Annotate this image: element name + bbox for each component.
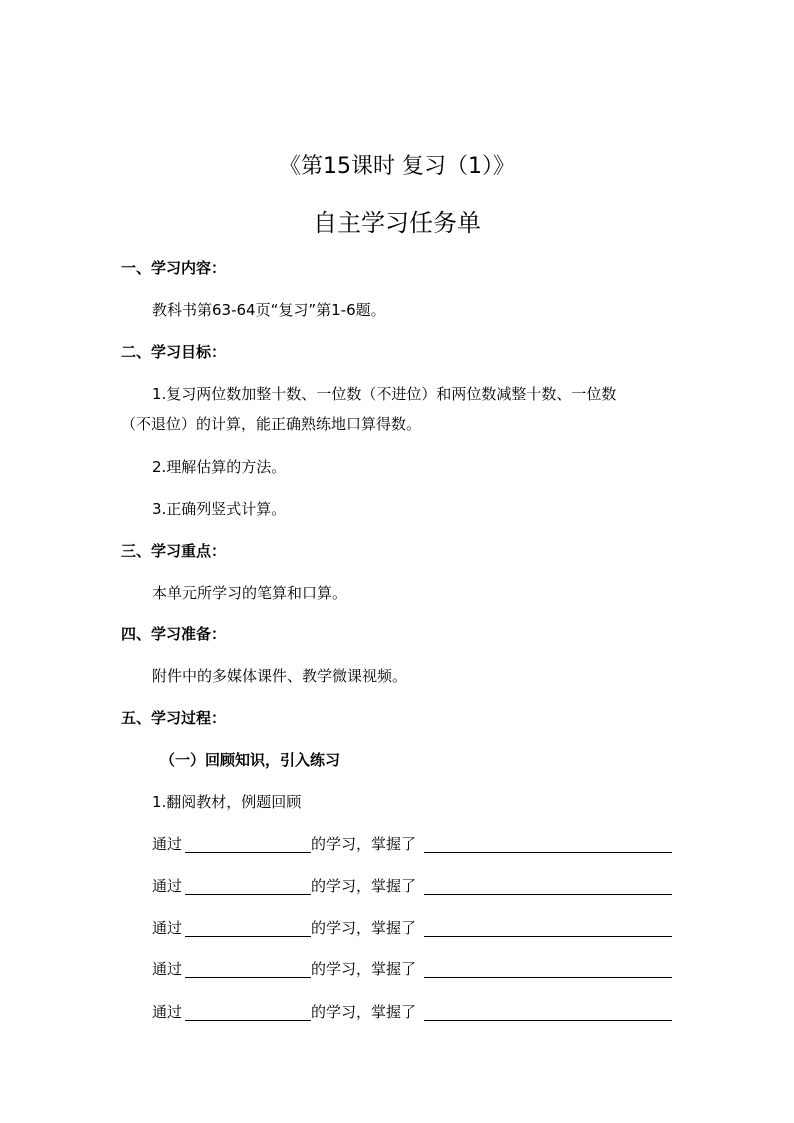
document-title: 《第15课时 复习（1）》: [279, 154, 515, 179]
focus-text: 本单元所学习的笔算和口算。: [152, 584, 348, 602]
section-heading-content: 一、学习内容：: [121, 259, 227, 277]
fill-in-line: [152, 833, 672, 855]
blank-topic[interactable]: [185, 936, 311, 937]
section-heading-focus: 三、学习重点：: [121, 542, 227, 560]
section-heading-prep: 四、学习准备：: [121, 625, 227, 643]
goal-3: 3.正确列竖式计算。: [152, 500, 287, 518]
fill-in-line: [152, 875, 672, 897]
fill-mid: 的学习，掌握了: [311, 835, 417, 853]
fill-prefix: 通过: [152, 835, 183, 853]
goal-1-line-2: （不退位）的计算，能正确熟练地口算得数。: [121, 415, 422, 433]
prep-text: 附件中的多媒体课件、教学微课视频。: [152, 667, 408, 685]
blank-topic[interactable]: [185, 894, 311, 895]
blank-learned[interactable]: [424, 852, 672, 853]
fill-in-line: [152, 1001, 672, 1023]
fill-in-line: [152, 917, 672, 939]
process-step-1: 1.翻阅教材，例题回顾: [152, 793, 302, 811]
section-heading-goals: 二、学习目标：: [121, 343, 227, 361]
blank-learned[interactable]: [424, 977, 672, 978]
fill-in-line: [152, 958, 672, 980]
fill-mid: 的学习，掌握了: [311, 1003, 417, 1021]
fill-prefix: 通过: [152, 1003, 183, 1021]
fill-mid: 的学习，掌握了: [311, 877, 417, 895]
process-subheading-1: （一）回顾知识，引入练习: [160, 751, 341, 769]
fill-prefix: 通过: [152, 960, 183, 978]
fill-prefix: 通过: [152, 919, 183, 937]
content-text: 教科书第63-64页“复习”第1-6题。: [152, 301, 386, 319]
blank-topic[interactable]: [185, 1020, 311, 1021]
blank-topic[interactable]: [185, 977, 311, 978]
fill-prefix: 通过: [152, 877, 183, 895]
blank-topic[interactable]: [185, 852, 311, 853]
document-subtitle: 自主学习任务单: [313, 209, 481, 237]
fill-mid: 的学习，掌握了: [311, 919, 417, 937]
blank-learned[interactable]: [424, 1020, 672, 1021]
section-heading-process: 五、学习过程：: [121, 709, 227, 727]
goal-1-line-1: 1.复习两位数加整十数、一位数（不进位）和两位数减整十数、一位数: [152, 385, 617, 403]
blank-learned[interactable]: [424, 894, 672, 895]
fill-mid: 的学习，掌握了: [311, 960, 417, 978]
blank-learned[interactable]: [424, 936, 672, 937]
goal-2: 2.理解估算的方法。: [152, 458, 287, 476]
